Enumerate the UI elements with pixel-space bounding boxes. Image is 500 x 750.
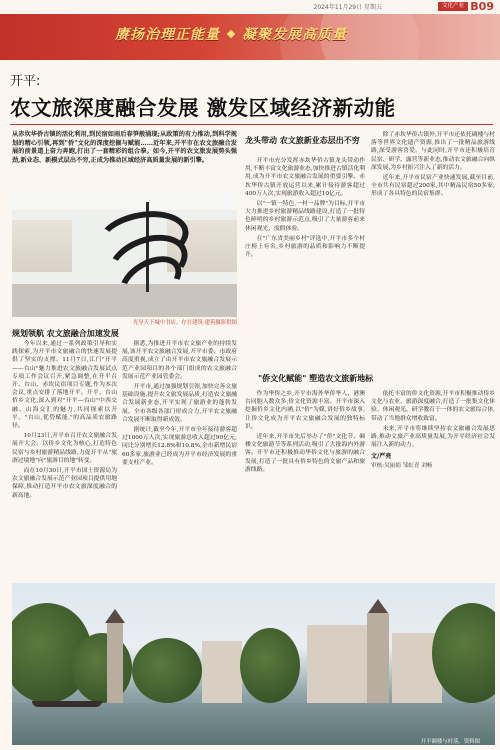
paragraph: 近年来,开平市民宿产业快速发展,截至目前,全市共有民宿超过200家,其中精品民宿50多家,形成了各具特色的民宿集群。 [371,175,495,198]
text-column-6 [371,390,495,469]
paragraph: 开平市,通过加强规划引领,加快完善文旅基础设施,提升农文旅发展品质,打造农文旅融合发展新业态,开平实现了旅游业的蓬勃发展。全市各级各部门形成合力,开平农文旅融合发展不断取得新成效。 [122,384,237,423]
paragraph: 据悉,为推进开平市农文旅产业的持续发展,该开平农文旅融合发展,开平市委、市政府高度重视,成立了由开平市农文旅融合发展示范产业园项目的各个部门组成的农文旅融合发展示范产业园管委会。 [122,341,237,380]
section-banner [0,14,500,60]
issue-date: 2024年11月29日 星期五 [313,4,382,11]
paragraph: 未来,开平市将继续坚持农文旅融合发展思路,推动文旅产业高质量发展,为开平经济社会发展注入新的动力。 [371,425,495,449]
diaolou-village-photo [12,583,495,745]
text-column-1 [12,340,117,502]
article-lead: 从赤坎华侨古镇的活化利用,到民宿如雨后春笋般涌现;从政策的有力推动,到科学规划的精心引领,再到"侨"文化的深度挖掘与赋能……近年来,开平市在农文旅融合发展的前景道上奋力奔跑,打出了一套精彩的组合拳。如今,开平的农文旅发展势头强劲,新业态、新模式层出不穷,正成为推动区域经济高质量发展的新引擎。 [12,131,237,164]
headline-divider [10,124,493,125]
paragraph: 在"广东省美丽乡村"评选中,开平市多个村庄榜上有名,乡村旅游的品质和影响力不断提升。 [245,235,365,259]
paragraph: 10月23日,开平市召开农文旅融合发展开大会。以侨乡文化为核心,打造特色民宿与乡村旅游精品线路,力促开平从"旅游过境地"向"旅游目的地"转变。 [12,433,117,464]
text-column-3 [245,145,365,261]
paragraph: 今年以来,通过一系列政策引导和实践探索,为开平市文旅融合的快速发展提供了坚实的支撑。11月7日,江门"开平——台山"魅力推进农文旅融合发展试点专项工作会议召开,紧急调整,在开平召开、台山、赤坎民宿项目专题,作为本次会议,重点安排了落地开平。开平、台山侨乡文化,深入到对"开平—台山"中西交融、山海交汇的魅力,共同探索以开平。"台山,优势赋能,"的高品质农旅路径。 [12,341,117,430]
paragraph: 据统计,截至今年,开平市全年接待游客超过1000万人次,实现旅游总收入超过90亿元,同比分别增长12.8%和10.8%,全市新增民宿60多家,旅游业已经成为开平市经济发展的重要支柱产业。 [122,427,237,466]
text-column-5 [245,390,365,476]
section-heading: "侨文化赋能" 塑造农文旅新地标 [258,374,374,383]
paragraph: 开平市充分发挥赤坎华侨古镇龙头带动作用,不断丰富文化旅游业态,加快推进古镇活化利用,成为开平市农文旅融合发展的重要引擎。赤坎华侨古镇开放运营以来,累计接待游客超过400万人次,实现旅游收入超过10亿元。 [245,158,365,197]
slogan-left: 赓扬治理正能量 [115,27,220,43]
photo-caption: 光导天下城中书店。存在建筑·建筑摄影供图 [132,320,237,326]
text-column-2 [122,340,237,469]
bookstore-photo [12,192,237,317]
paragraph: 依托丰富的侨文化资源,开平市积极推动侨乡文化与农业、旅游深度融合,打造了一批集文化体验、休闲观光、研学教育于一体的农文旅综合体,带动了当地群众增收致富。 [371,391,495,422]
paragraph: 以"一镇一特色,一村一品牌"为目标,开平市大力推进乡村旅游精品线路建设,打造了一批特色鲜明的乡村旅游示范点,吸引了大量游客前来休闲观光、度假体验。 [245,201,365,232]
article-headline [10,70,495,121]
headline-title: 农文旅深度融合发展 激发区域经济新动能 [10,96,396,120]
slogan-right: 凝聚发展高质量 [242,27,347,43]
headline-kicker: 开平: [10,74,41,89]
paragraph: 除了赤坎华侨古镇外,开平市还依托碉楼与村落等世界文化遗产资源,推出了一批精品旅游线路,深受游客喜爱。与此同时,开平市还积极培育民宿、研学、露营等新业态,推动农文旅融合向纵深发展,为乡村振兴注入了新的活力。 [371,132,495,171]
diamond-icon [227,30,235,38]
paragraph: 近年来,开平市先后举办了"侨"文化节、碉楼文化旅游节等系列活动,吸引了大批海内外游客。开平市还积极推动华侨文化与旅游的融合发展,打造了一批具有侨乡特色的文旅产品和旅游线路。 [245,434,365,473]
text-column-4 [371,131,495,201]
section-heading: 规划领航 农文旅融合加速发展 [12,329,119,338]
article-editors: 审核:吴丽娟 邹虹青 刘畅 [371,463,433,470]
section-heading: 龙头带动 农文旅新业态层出不穷 [245,136,360,145]
page-header [0,0,500,14]
paragraph: 作为华侨之乡,开平市海外华侨华人、港澳台同胞人数众多,侨文化资源丰富。开平市深入挖掘侨乡文化内涵,以"侨"为媒,讲好侨乡故事,让侨文化成为开平农文旅融合发展的独特标识。 [245,391,365,430]
photo-caption: 开平碉楼与村落。资料图 [420,739,480,745]
banner-slogan [115,24,347,44]
section-tag: 文化产业 [438,2,468,11]
page-number: B09 [470,0,494,13]
article-author: 文/严亮 [371,453,392,461]
paragraph: 而在10月30日,开平市国土资源局为农文旅融合发展示范产业园项目提供用地保障,推动打造开平市农文旅深度融合的新高地。 [12,468,117,499]
